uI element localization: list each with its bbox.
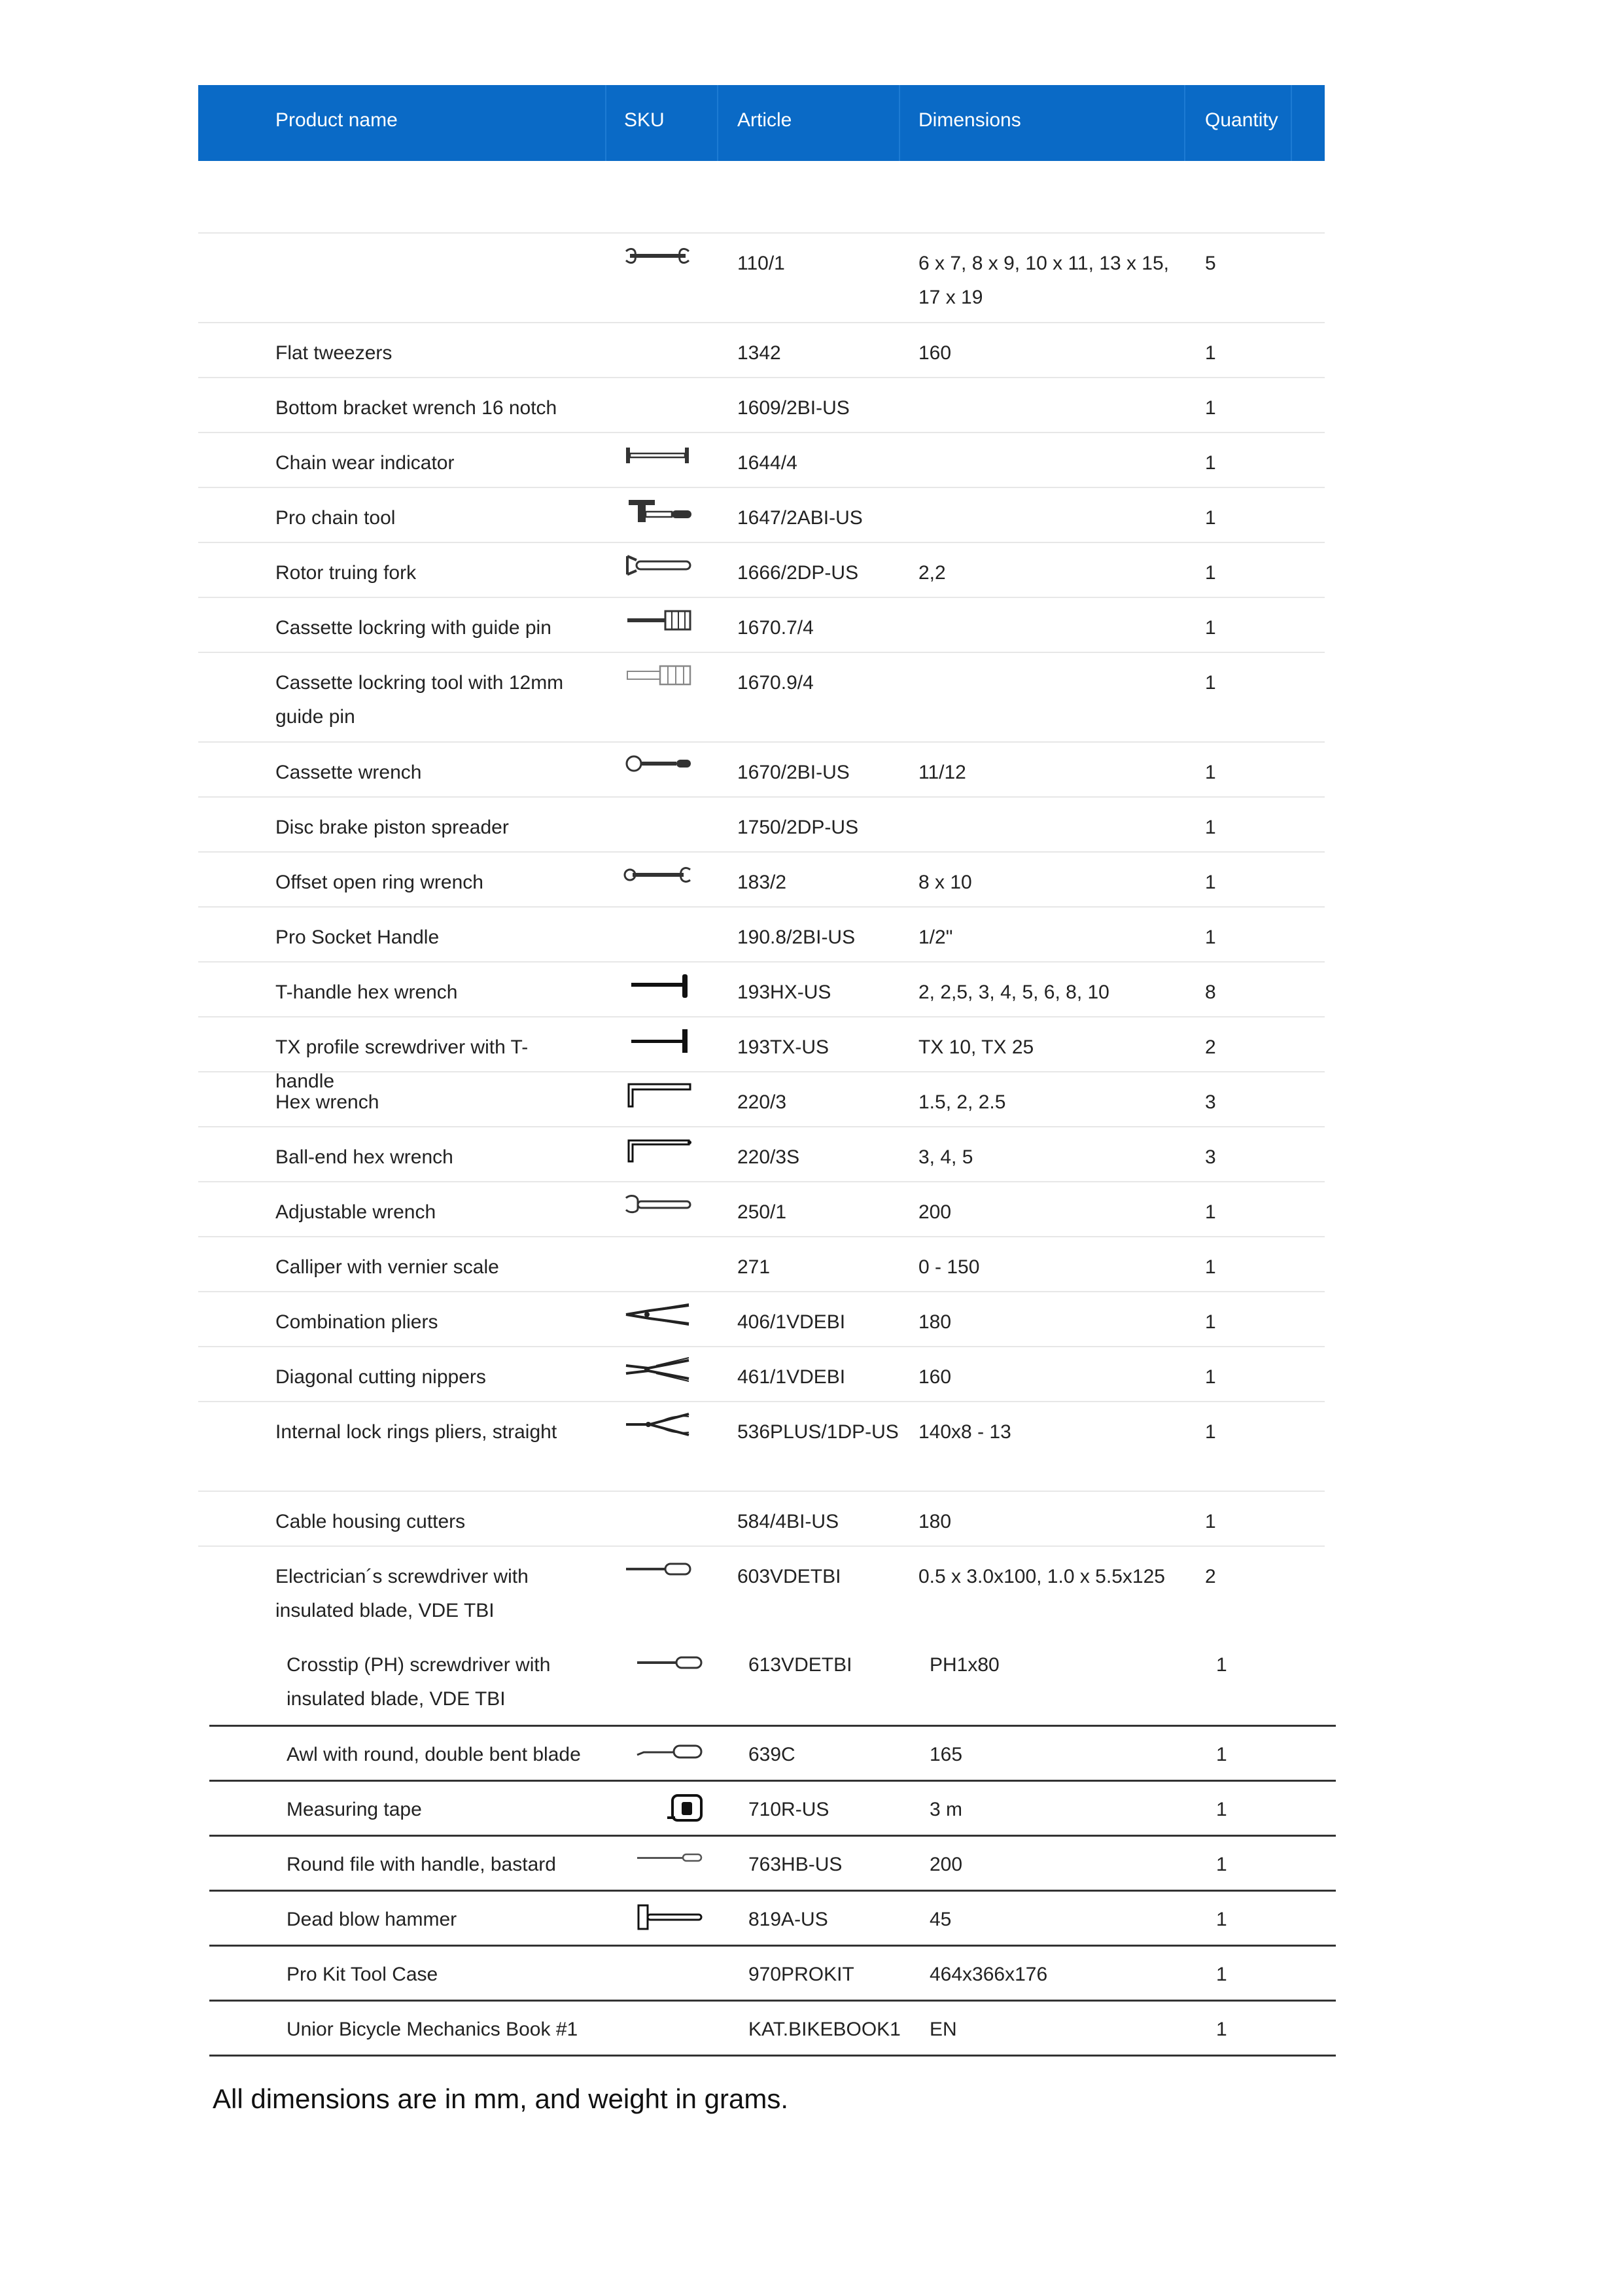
article-cell: 603VDETBI bbox=[737, 1566, 841, 1587]
dimensions-cell: 2,2 bbox=[918, 562, 946, 584]
dead-blow-hammer-icon bbox=[635, 1903, 707, 1932]
quantity-cell: 3 bbox=[1205, 1091, 1216, 1113]
product-name-cell: Pro chain tool bbox=[275, 507, 396, 529]
screwdriver-icon bbox=[623, 1555, 695, 1583]
lockring-tool-icon bbox=[623, 606, 695, 635]
header-sku: SKU bbox=[624, 109, 665, 131]
table-row bbox=[209, 1725, 1336, 1782]
article-cell: 819A-US bbox=[748, 1909, 828, 1930]
table-row bbox=[198, 961, 1325, 1017]
quantity-cell: 1 bbox=[1205, 1256, 1216, 1278]
table-row bbox=[209, 1635, 1336, 1727]
article-cell: 710R-US bbox=[748, 1799, 829, 1820]
dimensions-cell: 160 bbox=[918, 1366, 952, 1388]
table-row bbox=[198, 542, 1325, 598]
table-row bbox=[198, 796, 1325, 853]
header-divider bbox=[1291, 85, 1292, 161]
article-cell: 461/1VDEBI bbox=[737, 1366, 846, 1388]
product-name-cell: Unior Bicycle Mechanics Book #1 bbox=[287, 2019, 578, 2040]
header-quantity: Quantity bbox=[1205, 109, 1278, 131]
table-row bbox=[198, 1071, 1325, 1127]
article-cell: 271 bbox=[737, 1256, 771, 1278]
header-product-name: Product name bbox=[275, 109, 398, 131]
article-cell: 1670/2BI-US bbox=[737, 762, 850, 783]
article-cell: 1670.9/4 bbox=[737, 672, 814, 694]
article-cell: 1342 bbox=[737, 342, 781, 364]
product-name-cell: TX profile screwdriver with T-handle bbox=[275, 1036, 529, 1092]
quantity-cell: 1 bbox=[1216, 2019, 1227, 2040]
article-cell: 193TX-US bbox=[737, 1036, 829, 1058]
quantity-cell: 1 bbox=[1205, 617, 1216, 639]
quantity-cell: 1 bbox=[1205, 927, 1216, 948]
table-row bbox=[209, 2000, 1336, 2057]
measuring-tape-icon bbox=[635, 1793, 707, 1822]
quantity-cell: 1 bbox=[1205, 1366, 1216, 1388]
sku-cell bbox=[635, 2013, 707, 2041]
product-name-cell: Round file with handle, bastard bbox=[287, 1854, 556, 1875]
table-row bbox=[198, 377, 1325, 433]
sku-cell bbox=[623, 1500, 695, 1528]
article-cell: 1666/2DP-US bbox=[737, 562, 859, 584]
sku-cell bbox=[623, 915, 695, 944]
article-cell: 110/1 bbox=[737, 253, 785, 274]
table-row bbox=[209, 1890, 1336, 1947]
sku-cell bbox=[623, 1245, 695, 1274]
table-row bbox=[198, 1016, 1325, 1092]
article-cell: 406/1VDEBI bbox=[737, 1311, 846, 1333]
dimensions-cell: 2, 2,5, 3, 4, 5, 6, 8, 10 bbox=[918, 981, 1109, 1003]
awl-icon bbox=[635, 1738, 707, 1767]
article-cell: 190.8/2BI-US bbox=[737, 927, 856, 948]
quantity-cell: 5 bbox=[1205, 253, 1216, 274]
table-row bbox=[209, 1945, 1336, 2002]
quantity-cell: 1 bbox=[1205, 1201, 1216, 1223]
header-divider bbox=[899, 85, 900, 161]
dimensions-cell: 0.5 x 3.0x100, 1.0 x 5.5x125 bbox=[918, 1566, 1165, 1587]
table-row bbox=[198, 1291, 1325, 1347]
quantity-cell: 1 bbox=[1216, 1964, 1227, 1985]
product-name-cell: T-handle hex wrench bbox=[275, 981, 458, 1003]
dimensions-cell: 464x366x176 bbox=[930, 1964, 1048, 1985]
article-cell: 970PROKIT bbox=[748, 1964, 854, 1985]
article-cell: 1670.7/4 bbox=[737, 617, 814, 639]
ring-wrench-icon bbox=[623, 860, 695, 889]
sku-cell bbox=[635, 1958, 707, 1987]
dimensions-cell: EN bbox=[930, 2019, 957, 2040]
t-handle-screwdriver-icon bbox=[623, 1025, 695, 1054]
product-name-cell: Pro Socket Handle bbox=[275, 927, 440, 948]
lock-ring-pliers-icon bbox=[623, 1410, 695, 1439]
quantity-cell: 3 bbox=[1205, 1146, 1216, 1168]
table-row bbox=[198, 1491, 1325, 1547]
dimensions-cell: 0 - 150 bbox=[918, 1256, 980, 1278]
product-name-cell: Diagonal cutting nippers bbox=[275, 1366, 486, 1388]
table-row bbox=[198, 1181, 1325, 1237]
quantity-cell: 2 bbox=[1205, 1036, 1216, 1058]
dimensions-cell: 1.5, 2, 2.5 bbox=[918, 1091, 1006, 1113]
article-cell: 584/4BI-US bbox=[737, 1511, 839, 1532]
dimensions-cell: 1/2" bbox=[918, 927, 953, 948]
quantity-cell: 1 bbox=[1205, 342, 1216, 364]
product-name-cell: Measuring tape bbox=[287, 1799, 422, 1820]
table-row bbox=[198, 851, 1325, 908]
product-name-cell: Cassette wrench bbox=[275, 762, 422, 783]
dimensions-cell: 6 x 7, 8 x 9, 10 x 11, 13 x 15, 17 x 19 bbox=[918, 253, 1170, 308]
table-header bbox=[198, 85, 1325, 161]
product-name-cell: Crosstip (PH) screwdriver with insulated blade, VDE TBI bbox=[287, 1654, 551, 1710]
diagonal-cutters-icon bbox=[623, 1355, 695, 1384]
product-name-cell: Internal lock rings pliers, straight bbox=[275, 1421, 557, 1443]
quantity-cell: 1 bbox=[1205, 397, 1216, 419]
quantity-cell: 1 bbox=[1216, 1909, 1227, 1930]
quantity-cell: 1 bbox=[1216, 1654, 1227, 1676]
quantity-cell: 1 bbox=[1205, 1421, 1216, 1443]
dimensions-cell: 11/12 bbox=[918, 762, 966, 783]
quantity-cell: 1 bbox=[1205, 1511, 1216, 1532]
table-row bbox=[198, 1401, 1325, 1492]
dimensions-cell: 45 bbox=[930, 1909, 952, 1930]
sku-cell bbox=[623, 386, 695, 415]
quantity-cell: 2 bbox=[1205, 1566, 1216, 1587]
table-row bbox=[198, 487, 1325, 543]
product-name-cell: Disc brake piston spreader bbox=[275, 817, 509, 838]
product-name-cell: Cassette lockring tool with 12mm guide pin bbox=[275, 672, 564, 728]
table-row bbox=[209, 1780, 1336, 1837]
combination-pliers-icon bbox=[623, 1300, 695, 1329]
dimensions-cell: PH1x80 bbox=[930, 1654, 1000, 1676]
quantity-cell: 1 bbox=[1205, 1311, 1216, 1333]
table-row bbox=[198, 322, 1325, 378]
quantity-cell: 1 bbox=[1216, 1744, 1227, 1765]
article-cell: 220/3 bbox=[737, 1091, 787, 1113]
table-row bbox=[198, 597, 1325, 653]
ball-end-hex-key-icon bbox=[623, 1135, 695, 1164]
cassette-wrench-icon bbox=[623, 751, 695, 779]
quantity-cell: 1 bbox=[1205, 452, 1216, 474]
dimensions-cell: 3, 4, 5 bbox=[918, 1146, 973, 1168]
article-cell: 193HX-US bbox=[737, 981, 831, 1003]
article-cell: 763HB-US bbox=[748, 1854, 843, 1875]
product-name-cell: Chain wear indicator bbox=[275, 452, 455, 474]
t-handle-wrench-icon bbox=[623, 970, 695, 999]
article-cell: 1609/2BI-US bbox=[737, 397, 850, 419]
article-cell: 250/1 bbox=[737, 1201, 787, 1223]
header-dimensions: Dimensions bbox=[918, 109, 1021, 131]
chain-tool-icon bbox=[623, 496, 695, 525]
quantity-cell: 1 bbox=[1205, 672, 1216, 694]
lockring-tool-light-icon bbox=[623, 661, 695, 690]
dimensions-cell: 160 bbox=[918, 342, 952, 364]
article-cell: 1644/4 bbox=[737, 452, 797, 474]
quantity-cell: 1 bbox=[1205, 762, 1216, 783]
dimensions-cell: 8 x 10 bbox=[918, 872, 972, 893]
product-name-cell: Cable housing cutters bbox=[275, 1511, 466, 1532]
product-name-cell: Calliper with vernier scale bbox=[275, 1256, 499, 1278]
dimensions-cell: 200 bbox=[930, 1854, 963, 1875]
quantity-cell: 1 bbox=[1216, 1799, 1227, 1820]
product-name-cell: Hex wrench bbox=[275, 1091, 379, 1113]
table-row bbox=[209, 1835, 1336, 1892]
header-divider bbox=[1184, 85, 1185, 161]
dimensions-cell: 165 bbox=[930, 1744, 963, 1765]
article-cell: 1647/2ABI-US bbox=[737, 507, 863, 529]
open-end-wrench-icon bbox=[623, 241, 695, 270]
product-name-cell: Offset open ring wrench bbox=[275, 872, 483, 893]
table-row bbox=[198, 906, 1325, 963]
dimensions-cell: 200 bbox=[918, 1201, 952, 1223]
header-divider bbox=[605, 85, 606, 161]
product-name-cell: Awl with round, double bent blade bbox=[287, 1744, 581, 1765]
product-name-cell: Flat tweezers bbox=[275, 342, 393, 364]
product-name-cell: Adjustable wrench bbox=[275, 1201, 436, 1223]
table-row bbox=[198, 232, 1325, 323]
article-cell: 613VDETBI bbox=[748, 1654, 852, 1676]
quantity-cell: 1 bbox=[1205, 817, 1216, 838]
dimensions-cell: 3 m bbox=[930, 1799, 963, 1820]
header-article: Article bbox=[737, 109, 792, 131]
product-name-cell: Bottom bracket wrench 16 notch bbox=[275, 397, 557, 419]
chain-wear-indicator-icon bbox=[623, 441, 695, 470]
article-cell: 183/2 bbox=[737, 872, 787, 893]
table-row bbox=[198, 741, 1325, 798]
dimensions-cell: 180 bbox=[918, 1511, 952, 1532]
quantity-cell: 1 bbox=[1216, 1854, 1227, 1875]
product-name-cell: Electrician´s screwdriver with insulated blade, VDE TBI bbox=[275, 1566, 529, 1621]
adjustable-wrench-icon bbox=[623, 1190, 695, 1219]
product-name-cell: Ball-end hex wrench bbox=[275, 1146, 453, 1168]
quantity-cell: 1 bbox=[1205, 507, 1216, 529]
article-cell: KAT.BIKEBOOK1 bbox=[748, 2019, 901, 2040]
article-cell: 220/3S bbox=[737, 1146, 800, 1168]
sku-cell bbox=[623, 805, 695, 834]
table-row bbox=[198, 432, 1325, 488]
header-divider bbox=[717, 85, 718, 161]
rotor-truing-fork-icon bbox=[623, 551, 695, 580]
quantity-cell: 8 bbox=[1205, 981, 1216, 1003]
footnote: All dimensions are in mm, and weight in grams. bbox=[213, 2083, 789, 2114]
hex-key-icon bbox=[623, 1080, 695, 1109]
dimensions-cell: 140x8 - 13 bbox=[918, 1421, 1011, 1443]
product-name-cell: Dead blow hammer bbox=[287, 1909, 457, 1930]
article-cell: 639C bbox=[748, 1744, 795, 1765]
sku-cell bbox=[623, 331, 695, 360]
dimensions-cell: 180 bbox=[918, 1311, 952, 1333]
quantity-cell: 1 bbox=[1205, 562, 1216, 584]
dimensions-cell: TX 10, TX 25 bbox=[918, 1036, 1034, 1058]
product-name-cell: Pro Kit Tool Case bbox=[287, 1964, 438, 1985]
product-name-cell: Cassette lockring with guide pin bbox=[275, 617, 551, 639]
article-cell: 1750/2DP-US bbox=[737, 817, 859, 838]
table-row bbox=[198, 652, 1325, 743]
product-name-cell: Rotor truing fork bbox=[275, 562, 417, 584]
round-file-icon bbox=[635, 1848, 707, 1877]
table-row bbox=[198, 1346, 1325, 1402]
article-cell: 536PLUS/1DP-US bbox=[737, 1421, 899, 1443]
table-row bbox=[198, 1126, 1325, 1182]
product-name-cell: Combination pliers bbox=[275, 1311, 438, 1333]
table-row bbox=[198, 1236, 1325, 1292]
quantity-cell: 1 bbox=[1205, 872, 1216, 893]
screwdriver-icon bbox=[635, 1648, 707, 1677]
table-row bbox=[198, 1545, 1325, 1636]
